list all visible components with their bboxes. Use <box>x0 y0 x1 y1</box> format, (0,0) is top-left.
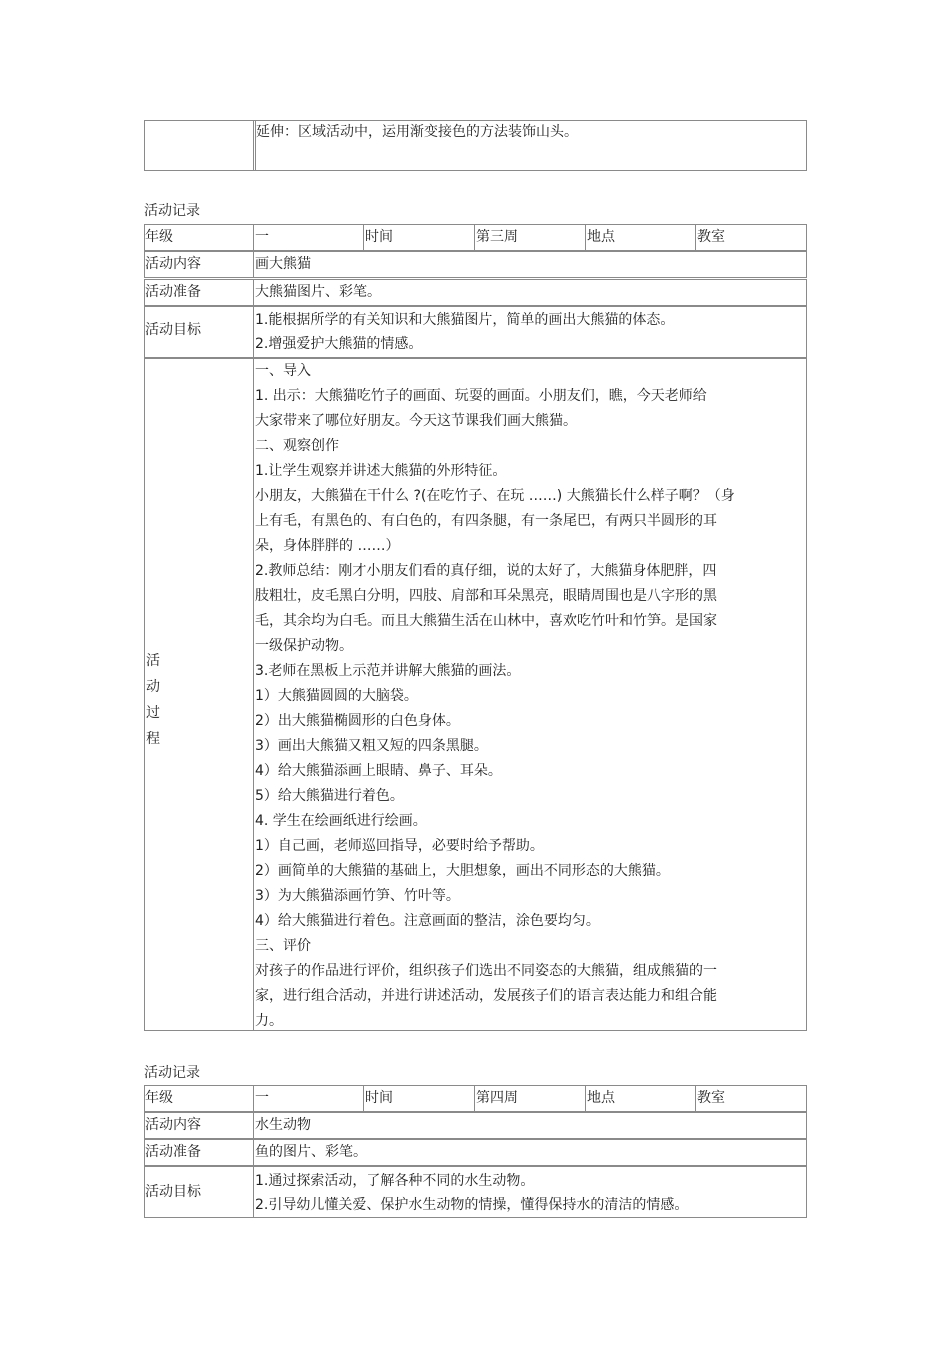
process-line: 3）为大熊猫添画竹笋、竹叶等。 <box>255 888 460 904</box>
process-line: 朵，身体胖胖的 ……） <box>255 538 400 554</box>
process-line: 3.老师在黑板上示范并讲解大熊猫的画法。 <box>255 663 521 679</box>
process-label-char-4: 程 <box>146 731 160 747</box>
goal-item-2: 2.引导幼儿懂关爱、保护水生动物的情操，懂得保持水的清洁的情感。 <box>255 1197 689 1213</box>
prep-label: 活动准备 <box>145 1144 201 1160</box>
grade-value: 一 <box>255 1090 269 1106</box>
record2-content-row <box>144 1112 807 1139</box>
place-label: 地点 <box>587 229 615 245</box>
time-value: 第四周 <box>476 1090 518 1106</box>
process-label-char-2: 动 <box>146 679 160 695</box>
process-line: 2）画简单的大熊猫的基础上，大胆想象，画出不同形态的大熊猫。 <box>255 863 670 879</box>
process-line: 力。 <box>255 1013 283 1029</box>
grade-label: 年级 <box>145 229 173 245</box>
time-label: 时间 <box>365 229 393 245</box>
process-line: 小朋友，大熊猫在干什么 ?(在吃竹子、在玩 ……) 大熊猫长什么样子啊？（身 <box>255 488 735 504</box>
place-value: 教室 <box>697 229 725 245</box>
process-line: 5）给大熊猫进行着色。 <box>255 788 404 804</box>
process-line: 对孩子的作品进行评价，组织孩子们选出不同姿态的大熊猫，组成熊猫的一 <box>255 963 717 979</box>
time-label: 时间 <box>365 1090 393 1106</box>
prep-value: 鱼的图片、彩笔。 <box>255 1144 367 1160</box>
process-line: 家，进行组合活动，并进行讲述活动，发展孩子们的语言表达能力和组合能 <box>255 988 717 1004</box>
process-line: 毛，其余均为白毛。而且大熊猫生活在山林中，喜欢吃竹叶和竹笋。是国家 <box>255 613 717 629</box>
process-line: 肢粗壮，皮毛黑白分明，四肢、肩部和耳朵黑亮，眼睛周围也是八字形的黑 <box>255 588 717 604</box>
record2-prep-row <box>144 1139 807 1166</box>
goal-item-1: 1.能根据所学的有关知识和大熊猫图片，简单的画出大熊猫的体态。 <box>255 312 675 328</box>
place-label: 地点 <box>587 1090 615 1106</box>
process-line: 1）自己画，老师巡回指导，必要时给予帮助。 <box>255 838 544 854</box>
process-line: 一、导入 <box>255 363 311 379</box>
place-value: 教室 <box>697 1090 725 1106</box>
process-line: 2.教师总结：刚才小朋友们看的真仔细，说的太好了，大熊猫身体肥胖，四 <box>255 563 717 579</box>
content-value: 画大熊猫 <box>255 256 311 272</box>
prep-value: 大熊猫图片、彩笔。 <box>255 284 381 300</box>
process-line: 大家带来了哪位好朋友。今天这节课我们画大熊猫。 <box>255 413 577 429</box>
content-label: 活动内容 <box>145 1117 201 1133</box>
process-line: 上有毛，有黑色的、有白色的，有四条腿，有一条尾巴，有两只半圆形的耳 <box>255 513 717 529</box>
process-line: 3）画出大熊猫又粗又短的四条黑腿。 <box>255 738 488 754</box>
top-table-divider <box>253 120 254 171</box>
process-line: 一级保护动物。 <box>255 638 353 654</box>
section-title-record2: 活动记录 <box>144 1065 200 1081</box>
prep-label: 活动准备 <box>145 284 201 300</box>
process-label-char-3: 过 <box>146 705 160 721</box>
process-line: 1.让学生观察并讲述大熊猫的外形特征。 <box>255 463 507 479</box>
section-title-record1: 活动记录 <box>144 203 200 219</box>
grade-value: 一 <box>255 229 269 245</box>
goal-label: 活动目标 <box>145 322 201 338</box>
extension-text: 延伸：区域活动中，运用渐变接色的方法装饰山头。 <box>256 124 578 140</box>
process-line: 三、评价 <box>255 938 311 954</box>
record1-prep-row <box>144 279 807 306</box>
process-content <box>255 360 795 1035</box>
process-line: 4）给大熊猫添画上眼睛、鼻子、耳朵。 <box>255 763 502 779</box>
process-label-char-1: 活 <box>146 653 160 669</box>
process-line: 2）出大熊猫椭圆形的白色身体。 <box>255 713 460 729</box>
time-value: 第三周 <box>476 229 518 245</box>
process-line: 4）给大熊猫进行着色。注意画面的整洁，涂色要均匀。 <box>255 913 600 929</box>
goal-item-1: 1.通过探索活动，了解各种不同的水生动物。 <box>255 1173 535 1189</box>
process-line: 1. 出示：大熊猫吃竹子的画面、玩耍的画面。小朋友们，瞧，今天老师给 <box>255 388 707 404</box>
content-label: 活动内容 <box>145 256 201 272</box>
process-line: 1）大熊猫圆圆的大脑袋。 <box>255 688 418 704</box>
goal-label: 活动目标 <box>145 1184 201 1200</box>
process-label <box>146 648 162 752</box>
record1-content-row <box>144 251 807 278</box>
goal-item-2: 2.增强爱护大熊猫的情感。 <box>255 336 423 352</box>
grade-label: 年级 <box>145 1090 173 1106</box>
process-line: 二、观察创作 <box>255 438 339 454</box>
content-value: 水生动物 <box>255 1117 311 1133</box>
process-line: 4. 学生在绘画纸进行绘画。 <box>255 813 427 829</box>
